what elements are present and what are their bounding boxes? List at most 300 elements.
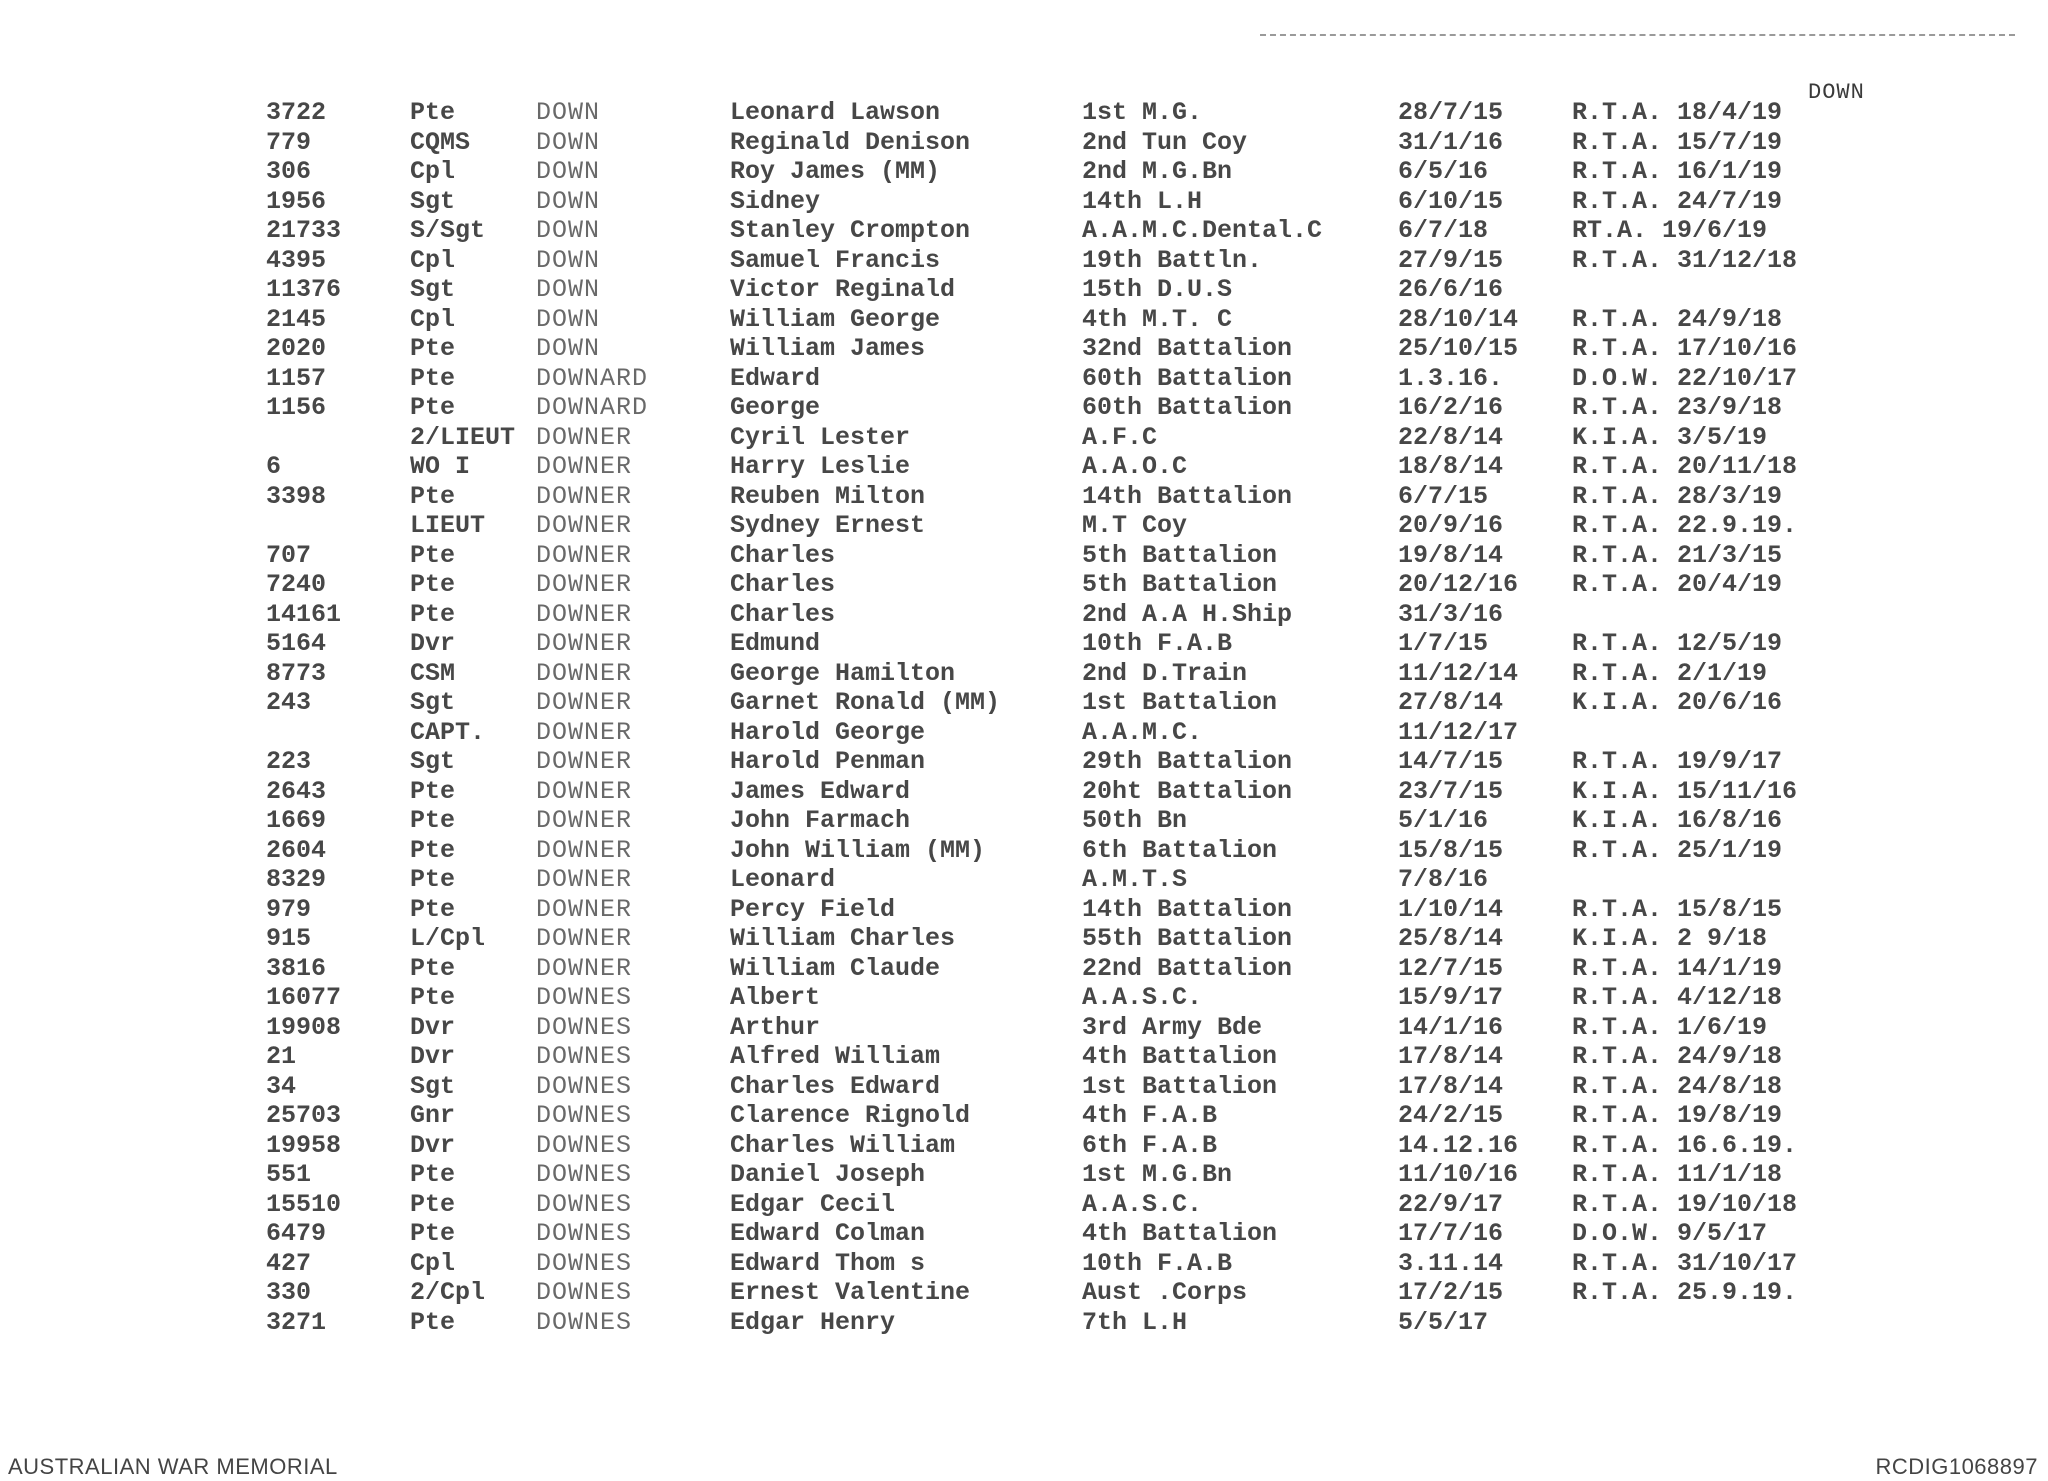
surname: DOWNER <box>536 953 633 983</box>
surname: DOWNARD <box>536 393 649 422</box>
surname: DOWNES <box>536 1042 633 1071</box>
service-number: 1669 <box>266 806 327 835</box>
table-row <box>0 718 2048 748</box>
surname: DOWNER <box>536 481 633 511</box>
surname: DOWNER <box>536 776 633 806</box>
unit: 19th Battln. <box>1082 245 1263 275</box>
fate: R.T.A. 2/1/19 <box>1572 658 1768 688</box>
fate: D.O.W. 22/10/17 <box>1572 363 1798 393</box>
enlistment-date: 1.3.16. <box>1398 363 1504 393</box>
rank: Pte <box>410 1189 456 1219</box>
service-number: 3816 <box>266 953 327 983</box>
surname: DOWNES <box>536 1071 633 1101</box>
fate: K.I.A. 3/5/19 <box>1572 422 1768 452</box>
enlistment-date: 3.11.14 <box>1398 1248 1504 1278</box>
given-names: Garnet Ronald (MM) <box>730 688 1001 717</box>
table-row <box>0 452 2048 482</box>
unit: 1st M.G. <box>1082 98 1203 127</box>
table-row <box>0 1219 2048 1249</box>
unit: A.A.M.C.Dental.C <box>1082 216 1323 245</box>
given-names: Ernest Valentine <box>730 1278 971 1307</box>
rank: Sgt <box>410 186 456 216</box>
rank: WO I <box>410 452 471 481</box>
rank: CSM <box>410 658 456 688</box>
unit: 4th M.T. C <box>1082 304 1233 334</box>
fate: R.T.A. 14/1/19 <box>1572 953 1783 983</box>
surname: DOWNER <box>536 452 633 481</box>
rank: Pte <box>410 806 456 835</box>
unit: Aust .Corps <box>1082 1278 1248 1307</box>
unit: A.A.S.C. <box>1082 1189 1203 1219</box>
unit: 15th D.U.S <box>1082 275 1233 304</box>
table-row <box>0 1249 2048 1279</box>
given-names: Edmund <box>730 629 821 658</box>
service-number: 16077 <box>266 983 342 1012</box>
fate: R.T.A. 15/8/15 <box>1572 894 1783 924</box>
surname: DOWN <box>536 127 601 157</box>
enlistment-date: 25/8/14 <box>1398 924 1504 953</box>
service-number: 21733 <box>266 216 342 245</box>
given-names: William George <box>730 304 941 334</box>
table-row <box>0 423 2048 453</box>
service-number: 25703 <box>266 1101 342 1130</box>
fate: R.T.A. 16.6.19. <box>1572 1130 1798 1160</box>
rank: Pte <box>410 98 456 127</box>
table-row <box>0 865 2048 895</box>
table-row <box>0 1308 2048 1338</box>
service-number: 779 <box>266 127 312 157</box>
given-names: Leonard <box>730 865 836 894</box>
surname: DOWNER <box>536 688 633 717</box>
fate: R.T.A. 11/1/18 <box>1572 1160 1783 1189</box>
unit: 14th Battalion <box>1082 894 1293 924</box>
given-names: Samuel Francis <box>730 245 941 275</box>
enlistment-date: 27/9/15 <box>1398 245 1504 275</box>
enlistment-date: 28/10/14 <box>1398 304 1519 334</box>
surname: DOWN <box>536 304 601 334</box>
service-number: 427 <box>266 1248 312 1278</box>
service-number: 2145 <box>266 304 327 334</box>
enlistment-date: 6/7/15 <box>1398 481 1489 511</box>
given-names: Percy Field <box>730 894 896 924</box>
enlistment-date: 7/8/16 <box>1398 865 1489 894</box>
fate: R.T.A. 20/4/19 <box>1572 570 1783 599</box>
given-names: John William (MM) <box>730 835 986 865</box>
fate: R.T.A. 20/11/18 <box>1572 452 1798 481</box>
unit: 10th F.A.B <box>1082 1248 1233 1278</box>
fate: R.T.A. 24/8/18 <box>1572 1071 1783 1101</box>
service-number: 223 <box>266 747 312 776</box>
service-number: 2604 <box>266 835 327 865</box>
table-row <box>0 1042 2048 1072</box>
table-row <box>0 334 2048 364</box>
service-number: 4395 <box>266 245 327 275</box>
given-names: Reginald Denison <box>730 127 971 157</box>
rank: 2/Cpl <box>410 1278 486 1307</box>
surname: DOWNES <box>536 1012 633 1042</box>
rank: CAPT. <box>410 717 486 747</box>
table-row <box>0 659 2048 689</box>
service-number: 551 <box>266 1160 312 1189</box>
table-row <box>0 98 2048 128</box>
fate: R.T.A. 19/8/19 <box>1572 1101 1783 1130</box>
surname: DOWNES <box>536 1101 633 1130</box>
given-names: Stanley Crompton <box>730 216 971 245</box>
unit: A.A.S.C. <box>1082 983 1203 1012</box>
table-row <box>0 246 2048 276</box>
table-row <box>0 747 2048 777</box>
given-names: Reuben Milton <box>730 481 926 511</box>
table-row <box>0 600 2048 630</box>
service-number: 14161 <box>266 599 342 629</box>
rank: Pte <box>410 1160 456 1189</box>
enlistment-date: 6/10/15 <box>1398 186 1504 216</box>
unit: 7th L.H <box>1082 1307 1188 1337</box>
enlistment-date: 27/8/14 <box>1398 688 1504 717</box>
surname: DOWN <box>536 216 601 245</box>
surname: DOWN <box>536 334 601 363</box>
service-number: 3398 <box>266 481 327 511</box>
service-number: 6 <box>266 452 282 481</box>
fate: R.T.A. 31/12/18 <box>1572 245 1798 275</box>
surname: DOWNER <box>536 747 633 776</box>
fate: R.T.A. 31/10/17 <box>1572 1248 1798 1278</box>
enlistment-date: 28/7/15 <box>1398 98 1504 127</box>
table-row <box>0 1131 2048 1161</box>
enlistment-date: 31/3/16 <box>1398 599 1504 629</box>
fate: R.T.A. 15/7/19 <box>1572 127 1783 157</box>
unit: 3rd Army Bde <box>1082 1012 1263 1042</box>
fate: R.T.A. 22.9.19. <box>1572 511 1798 540</box>
fate: R.T.A. 25/1/19 <box>1572 835 1783 865</box>
table-row <box>0 275 2048 305</box>
surname: DOWNER <box>536 422 633 452</box>
given-names: Albert <box>730 983 821 1012</box>
given-names: Edgar Henry <box>730 1307 896 1337</box>
service-number: 19908 <box>266 1012 342 1042</box>
service-number: 3722 <box>266 98 327 127</box>
enlistment-date: 11/12/14 <box>1398 658 1519 688</box>
rank: Pte <box>410 894 456 924</box>
surname: DOWN <box>536 245 601 275</box>
enlistment-date: 6/5/16 <box>1398 157 1489 186</box>
enlistment-date: 20/9/16 <box>1398 511 1504 540</box>
service-number: 1156 <box>266 393 327 422</box>
unit: 60th Battalion <box>1082 363 1293 393</box>
enlistment-date: 5/1/16 <box>1398 806 1489 835</box>
surname: DOWNES <box>536 983 633 1012</box>
rank: Dvr <box>410 629 456 658</box>
service-number: 8329 <box>266 865 327 894</box>
given-names: William Claude <box>730 953 941 983</box>
enlistment-date: 31/1/16 <box>1398 127 1504 157</box>
rank: Cpl <box>410 245 456 275</box>
fate: K.I.A. 2 9/18 <box>1572 924 1768 953</box>
table-row <box>0 1190 2048 1220</box>
rank: LIEUT <box>410 511 486 540</box>
rank: Pte <box>410 865 456 894</box>
given-names: William Charles <box>730 924 956 953</box>
fate: R.T.A. 16/1/19 <box>1572 157 1783 186</box>
given-names: Clarence Rignold <box>730 1101 971 1130</box>
enlistment-date: 19/8/14 <box>1398 540 1504 570</box>
rank: Pte <box>410 570 456 599</box>
table-row <box>0 1072 2048 1102</box>
fate: RT.A. 19/6/19 <box>1572 216 1768 245</box>
table-row <box>0 157 2048 187</box>
enlistment-date: 22/9/17 <box>1398 1189 1504 1219</box>
surname: DOWNES <box>536 1248 633 1278</box>
footer-institution: AUSTRALIAN WAR MEMORIAL <box>8 1454 338 1479</box>
given-names: Charles William <box>730 1130 956 1160</box>
surname: DOWNES <box>536 1189 633 1219</box>
service-number: 1956 <box>266 186 327 216</box>
surname: DOWN <box>536 157 601 186</box>
surname: DOWNER <box>536 658 633 688</box>
unit: 1st Battalion <box>1082 688 1278 717</box>
surname: DOWN <box>536 98 601 127</box>
table-row <box>0 983 2048 1013</box>
rank: Cpl <box>410 157 456 186</box>
surname: DOWNER <box>536 629 633 658</box>
unit: 2nd A.A H.Ship <box>1082 599 1293 629</box>
enlistment-date: 22/8/14 <box>1398 422 1504 452</box>
surname: DOWN <box>536 186 601 216</box>
table-row <box>0 511 2048 541</box>
rank: CQMS <box>410 127 471 157</box>
given-names: Harold Penman <box>730 747 926 776</box>
enlistment-date: 5/5/17 <box>1398 1307 1489 1337</box>
service-number: 6479 <box>266 1219 327 1248</box>
rank: Sgt <box>410 688 456 717</box>
table-row <box>0 393 2048 423</box>
rank: Pte <box>410 334 456 363</box>
table-row <box>0 836 2048 866</box>
rank: Pte <box>410 953 456 983</box>
unit: 2nd D.Train <box>1082 658 1248 688</box>
unit: 2nd M.G.Bn <box>1082 157 1233 186</box>
given-names: Edgar Cecil <box>730 1189 896 1219</box>
given-names: John Farmach <box>730 806 911 835</box>
rank: Pte <box>410 540 456 570</box>
enlistment-date: 6/7/18 <box>1398 216 1489 245</box>
unit: 4th F.A.B <box>1082 1101 1218 1130</box>
table-row <box>0 629 2048 659</box>
given-names: James Edward <box>730 776 911 806</box>
given-names: Leonard Lawson <box>730 98 941 127</box>
fate: K.I.A. 20/6/16 <box>1572 688 1783 717</box>
table-row <box>0 777 2048 807</box>
fate: R.T.A. 17/10/16 <box>1572 334 1798 363</box>
unit: 2nd Tun Coy <box>1082 127 1248 157</box>
given-names: Harold George <box>730 717 926 747</box>
given-names: Harry Leslie <box>730 452 911 481</box>
fate: K.I.A. 15/11/16 <box>1572 776 1798 806</box>
service-number: 3271 <box>266 1307 327 1337</box>
unit: 50th Bn <box>1082 806 1188 835</box>
rank: L/Cpl <box>410 924 486 953</box>
table-row <box>0 482 2048 512</box>
rank: Pte <box>410 599 456 629</box>
fate: R.T.A. 4/12/18 <box>1572 983 1783 1012</box>
footer-record-id: RCDIG1068897 <box>1875 1454 2038 1479</box>
given-names: William James <box>730 334 926 363</box>
fate: R.T.A. 1/6/19 <box>1572 1012 1768 1042</box>
surname: DOWNARD <box>536 363 649 393</box>
fate: D.O.W. 9/5/17 <box>1572 1219 1768 1248</box>
surname: DOWNER <box>536 865 633 894</box>
unit: A.F.C <box>1082 422 1158 452</box>
enlistment-date: 15/9/17 <box>1398 983 1504 1012</box>
service-number: 243 <box>266 688 312 717</box>
unit: 6th F.A.B <box>1082 1130 1218 1160</box>
fate: R.T.A. 24/9/18 <box>1572 304 1783 334</box>
unit: 1st M.G.Bn <box>1082 1160 1233 1189</box>
enlistment-date: 11/10/16 <box>1398 1160 1519 1189</box>
unit: 4th Battalion <box>1082 1219 1278 1248</box>
unit: A.M.T.S <box>1082 865 1188 894</box>
rank: Pte <box>410 481 456 511</box>
rank: Sgt <box>410 747 456 776</box>
given-names: Victor Reginald <box>730 275 956 304</box>
rank: Pte <box>410 835 456 865</box>
table-row <box>0 364 2048 394</box>
table-row <box>0 954 2048 984</box>
given-names: Edward Thom s <box>730 1248 926 1278</box>
unit: 6th Battalion <box>1082 835 1278 865</box>
table-row <box>0 570 2048 600</box>
rank: Sgt <box>410 275 456 304</box>
unit: 10th F.A.B <box>1082 629 1233 658</box>
service-number: 330 <box>266 1278 312 1307</box>
enlistment-date: 20/12/16 <box>1398 570 1519 599</box>
unit: 29th Battalion <box>1082 747 1293 776</box>
service-number: 1157 <box>266 363 327 393</box>
surname: DOWNES <box>536 1307 633 1337</box>
service-number: 11376 <box>266 275 342 304</box>
service-number: 306 <box>266 157 312 186</box>
fate: R.T.A. 25.9.19. <box>1572 1278 1798 1307</box>
unit: A.A.O.C <box>1082 452 1188 481</box>
rank: Cpl <box>410 1248 456 1278</box>
fate: R.T.A. 18/4/19 <box>1572 98 1783 127</box>
service-number: 19958 <box>266 1130 342 1160</box>
unit: 1st Battalion <box>1082 1071 1278 1101</box>
rank: Pte <box>410 363 456 393</box>
surname: DOWN <box>536 275 601 304</box>
rank: Dvr <box>410 1042 456 1071</box>
surname: DOWNER <box>536 924 633 953</box>
unit: 55th Battalion <box>1082 924 1293 953</box>
service-number: 2020 <box>266 334 327 363</box>
surname: DOWNES <box>536 1278 633 1307</box>
service-number: 7240 <box>266 570 327 599</box>
table-row <box>0 924 2048 954</box>
given-names: Alfred William <box>730 1042 941 1071</box>
rank: Sgt <box>410 1071 456 1101</box>
given-names: Roy James (MM) <box>730 157 941 186</box>
rank: Dvr <box>410 1130 456 1160</box>
surname: DOWNER <box>536 894 633 924</box>
rank: Pte <box>410 776 456 806</box>
unit: 22nd Battalion <box>1082 953 1293 983</box>
given-names: Charles Edward <box>730 1071 941 1101</box>
service-number: 707 <box>266 540 312 570</box>
table-row <box>0 541 2048 571</box>
given-names: Charles <box>730 570 836 599</box>
fate: R.T.A. 23/9/18 <box>1572 393 1783 422</box>
unit: 5th Battalion <box>1082 540 1278 570</box>
table-row <box>0 187 2048 217</box>
enlistment-date: 17/8/14 <box>1398 1071 1504 1101</box>
enlistment-date: 26/6/16 <box>1398 275 1504 304</box>
fate: K.I.A. 16/8/16 <box>1572 806 1783 835</box>
rank: Pte <box>410 1219 456 1248</box>
rank: S/Sgt <box>410 216 486 245</box>
unit: 4th Battalion <box>1082 1042 1278 1071</box>
given-names: Edward <box>730 363 821 393</box>
rank: Cpl <box>410 304 456 334</box>
unit: 14th Battalion <box>1082 481 1293 511</box>
table-row <box>0 128 2048 158</box>
rank: 2/LIEUT <box>410 422 516 452</box>
table-row <box>0 1160 2048 1190</box>
enlistment-date: 17/7/16 <box>1398 1219 1504 1248</box>
unit: 32nd Battalion <box>1082 334 1293 363</box>
surname: DOWNER <box>536 540 633 570</box>
table-row <box>0 895 2048 925</box>
section-heading: DOWN <box>1808 80 1865 105</box>
given-names: Arthur <box>730 1012 821 1042</box>
table-row <box>0 806 2048 836</box>
fate: R.T.A. 19/10/18 <box>1572 1189 1798 1219</box>
enlistment-date: 18/8/14 <box>1398 452 1504 481</box>
enlistment-date: 16/2/16 <box>1398 393 1504 422</box>
service-number: 8773 <box>266 658 327 688</box>
enlistment-date: 14/7/15 <box>1398 747 1504 776</box>
unit: A.A.M.C. <box>1082 717 1203 747</box>
service-number: 21 <box>266 1042 297 1071</box>
enlistment-date: 14/1/16 <box>1398 1012 1504 1042</box>
enlistment-date: 1/10/14 <box>1398 894 1504 924</box>
enlistment-date: 25/10/15 <box>1398 334 1519 363</box>
fate: R.T.A. 28/3/19 <box>1572 481 1783 511</box>
enlistment-date: 12/7/15 <box>1398 953 1504 983</box>
unit: M.T Coy <box>1082 511 1188 540</box>
rank: Pte <box>410 983 456 1012</box>
rank: Pte <box>410 1307 456 1337</box>
given-names: Daniel Joseph <box>730 1160 926 1189</box>
enlistment-date: 11/12/17 <box>1398 717 1519 747</box>
enlistment-date: 23/7/15 <box>1398 776 1504 806</box>
service-number: 15510 <box>266 1189 342 1219</box>
top-dashed-rule <box>1260 34 2015 36</box>
service-number: 5164 <box>266 629 327 658</box>
given-names: Charles <box>730 540 836 570</box>
table-row <box>0 305 2048 335</box>
enlistment-date: 1/7/15 <box>1398 629 1489 658</box>
table-row <box>0 216 2048 246</box>
given-names: Cyril Lester <box>730 422 911 452</box>
surname: DOWNER <box>536 717 633 747</box>
given-names: Sydney Ernest <box>730 511 926 540</box>
surname: DOWNER <box>536 511 633 540</box>
fate: R.T.A. 24/7/19 <box>1572 186 1783 216</box>
unit: 5th Battalion <box>1082 570 1278 599</box>
table-row <box>0 1101 2048 1131</box>
surname: DOWNES <box>536 1160 633 1189</box>
surname: DOWNER <box>536 570 633 599</box>
